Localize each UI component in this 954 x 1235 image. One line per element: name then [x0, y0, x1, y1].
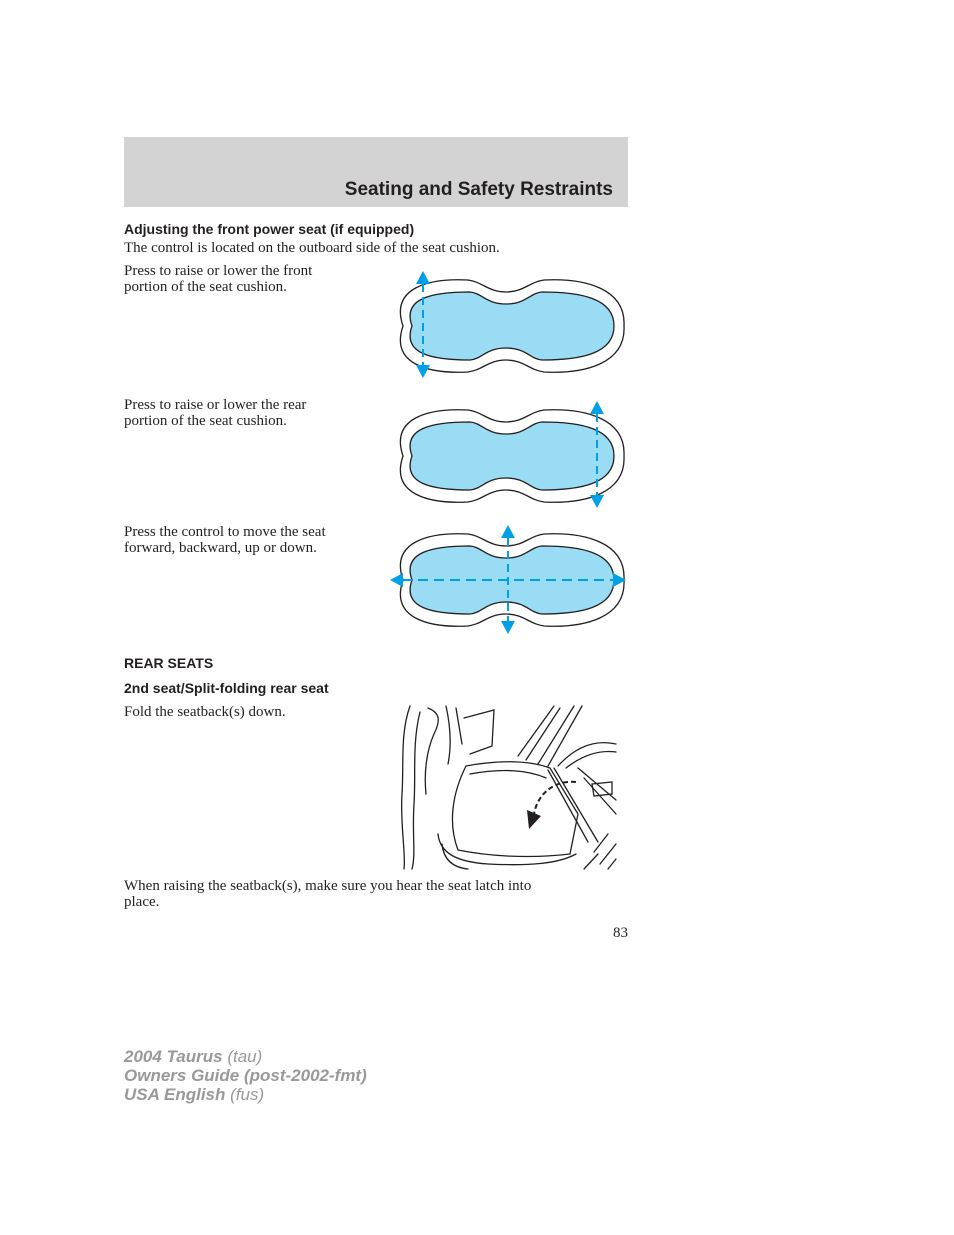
step-rear-line1: Press to raise or lower the rear — [124, 397, 307, 413]
power-seat-intro: The control is located on the outboard side of the seat cushion. — [124, 240, 500, 256]
section-title: Seating and Safety Restraints — [344, 179, 613, 200]
footer-guide: Owners Guide (post-2002-fmt) — [124, 1066, 367, 1085]
arrow-down-icon — [590, 495, 604, 508]
footer-language-code: (fus) — [230, 1085, 265, 1104]
seat-control-front-diagram — [388, 268, 628, 380]
seat-control-move-diagram — [388, 524, 628, 636]
arrow-left-icon — [390, 573, 403, 587]
step-rear-text — [124, 397, 306, 429]
rear-seats-heading: REAR SEATS — [124, 655, 214, 671]
fold-seatback-text: Fold the seatback(s) down. — [124, 704, 286, 720]
seat-control-rear-diagram — [388, 398, 628, 510]
split-folding-heading: 2nd seat/Split-folding rear seat — [124, 680, 329, 696]
section-header-band — [124, 137, 628, 207]
footer-model: 2004 Taurus — [124, 1047, 223, 1066]
arrow-down-icon — [501, 621, 515, 634]
arrow-down-icon — [416, 365, 430, 378]
step-front-line1: Press to raise or lower the front — [124, 263, 313, 279]
step-move-line2: forward, backward, up or down. — [124, 540, 317, 556]
arrow-up-icon — [501, 525, 515, 538]
arrow-up-icon — [590, 401, 604, 414]
step-front-text — [124, 263, 312, 295]
document-footer — [124, 1047, 367, 1104]
raise-line1: When raising the seatback(s), make sure you hear the seat latch into — [124, 878, 532, 894]
rear-seat-fold-illustration — [398, 704, 618, 870]
raise-line2: place. — [124, 894, 160, 910]
raise-seatback-text — [124, 878, 531, 910]
step-move-text — [124, 524, 326, 556]
power-seat-heading: Adjusting the front power seat (if equipped) — [124, 221, 415, 237]
page-number: 83 — [613, 925, 628, 941]
arrow-up-icon — [416, 271, 430, 284]
step-move-line1: Press the control to move the seat — [124, 524, 326, 540]
step-rear-line2: portion of the seat cushion. — [124, 413, 287, 429]
footer-model-code: (tau) — [227, 1047, 263, 1066]
step-front-line2: portion of the seat cushion. — [124, 279, 287, 295]
footer-language: USA English — [124, 1085, 226, 1104]
